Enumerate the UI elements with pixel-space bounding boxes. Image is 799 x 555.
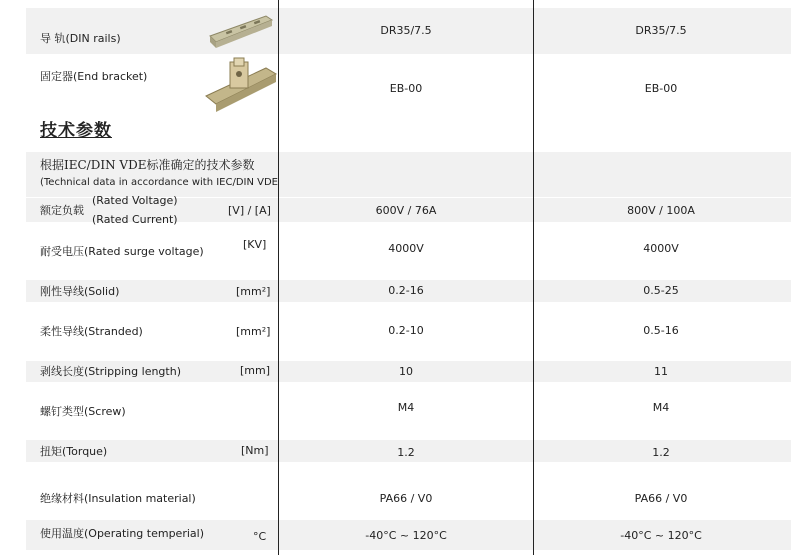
screw-label: 螺钉类型(Screw) xyxy=(40,405,126,418)
torque-value-2: 1.2 xyxy=(652,446,670,459)
insulation-material-value-1: PA66 / V0 xyxy=(379,492,433,505)
surge-voltage-unit: [KV] xyxy=(243,238,267,251)
operating-temperature-unit: °C xyxy=(253,530,267,543)
operating-temperature-label: 使用温度(Operating temperial) xyxy=(40,527,204,540)
surge-voltage-value-1: 4000V xyxy=(388,242,424,255)
din-rail-value-1: DR35/7.5 xyxy=(380,24,432,37)
column-divider xyxy=(533,0,534,555)
surge-voltage-label: 耐受电压(Rated surge voltage) xyxy=(40,245,204,258)
screw-value-1: M4 xyxy=(397,401,415,414)
standard-note-line1: 根据IEC/DIN VDE标准确定的技术参数 xyxy=(40,158,255,172)
solid-wire-value-2: 0.5-25 xyxy=(643,284,679,297)
stranded-wire-label: 柔性导线(Stranded) xyxy=(40,325,143,338)
end-bracket-label: 固定器(End bracket) xyxy=(40,70,148,83)
stranded-wire-unit: [mm²] xyxy=(236,325,271,338)
torque-value-1: 1.2 xyxy=(397,446,415,459)
end-bracket-value-1: EB-00 xyxy=(389,82,423,95)
rated-load-unit: [V] / [A] xyxy=(228,204,271,217)
solid-wire-unit: [mm²] xyxy=(236,285,271,298)
solid-wire-label: 刚性导线(Solid) xyxy=(40,285,120,298)
din-rail-label: 导 轨(DIN rails) xyxy=(40,32,121,45)
end-bracket-value-2: EB-00 xyxy=(644,82,678,95)
rated-load-value-2: 800V / 100A xyxy=(627,204,695,217)
din-rail-value-2: DR35/7.5 xyxy=(635,24,687,37)
stripping-length-value-1: 10 xyxy=(399,365,413,378)
screw-value-2: M4 xyxy=(652,401,670,414)
solid-wire-value-1: 0.2-16 xyxy=(388,284,424,297)
stranded-wire-value-1: 0.2-10 xyxy=(388,324,424,337)
stripping-length-label: 剥线长度(Stripping length) xyxy=(40,365,181,378)
stranded-wire-value-2: 0.5-16 xyxy=(643,324,679,337)
torque-unit: [Nm] xyxy=(241,444,269,457)
rated-load-value-1: 600V / 76A xyxy=(375,204,437,217)
rated-current-sub: (Rated Current) xyxy=(92,213,178,226)
surge-voltage-value-2: 4000V xyxy=(643,242,679,255)
din-rail-image xyxy=(206,10,274,52)
rated-load-label: 额定负载 xyxy=(40,204,84,217)
stripping-length-unit: [mm] xyxy=(240,364,271,377)
operating-temperature-value-2: -40°C ~ 120°C xyxy=(620,529,702,542)
section-title: 技术参数 xyxy=(40,121,112,141)
insulation-material-value-2: PA66 / V0 xyxy=(634,492,688,505)
end-bracket-image xyxy=(204,56,280,114)
operating-temperature-value-1: -40°C ~ 120°C xyxy=(365,529,447,542)
stripping-length-value-2: 11 xyxy=(654,365,668,378)
rated-voltage-sub: (Rated Voltage) xyxy=(92,194,178,207)
torque-label: 扭矩(Torque) xyxy=(40,445,108,458)
standard-note-line2: (Technical data in accordance with IEC/DIN VDE xyxy=(40,177,278,188)
insulation-material-label: 绝缘材料(Insulation material) xyxy=(40,492,196,505)
